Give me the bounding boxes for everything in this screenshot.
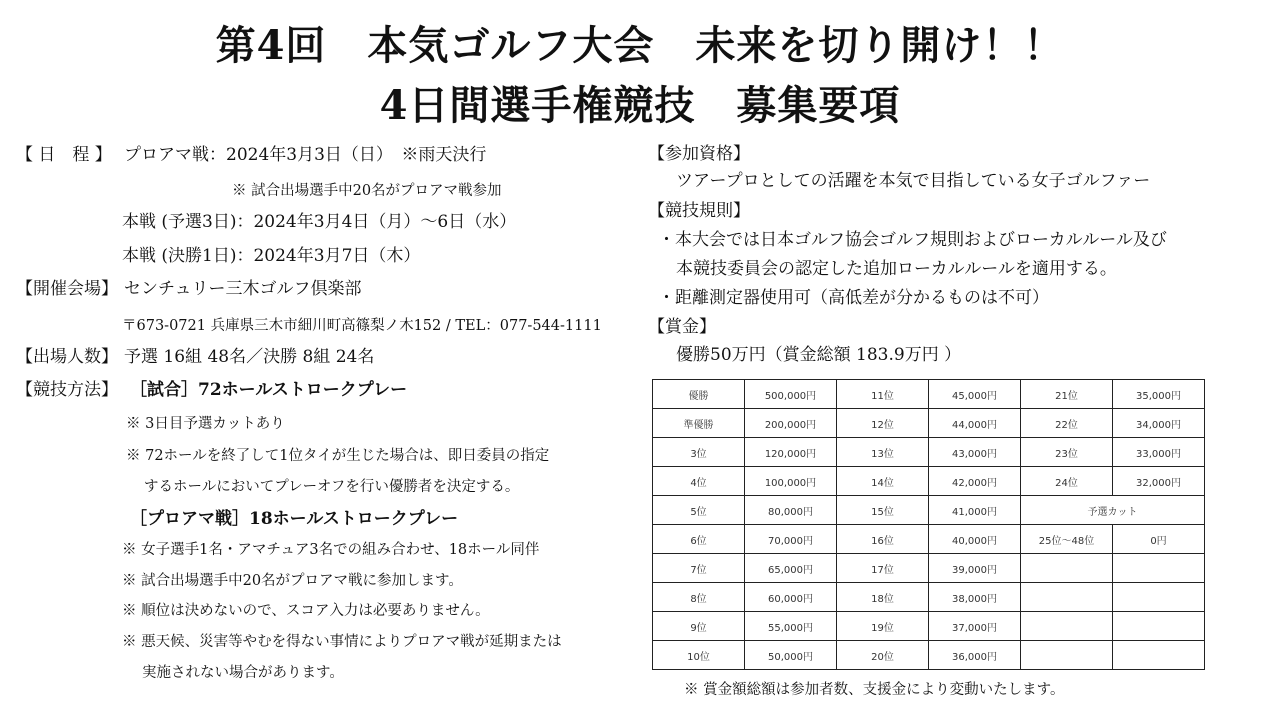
participants-value: 予選 16組 48名／決勝 8組 24名 [124,347,375,367]
table-cell: 3位 [653,438,745,467]
schedule-label: 【 日 程 】 [16,145,112,165]
match-note: ※ 72ホールを終了して1位タイが生じた場合は、即日委員の指定 [126,448,550,464]
table-cell [1021,554,1113,583]
table-cell: 20位 [837,641,929,670]
table-cell [1021,583,1113,612]
table-cell: 32,000円 [1113,467,1205,496]
table-cell: 34,000円 [1113,409,1205,438]
proam-note: ※ 順位は決めないので、スコア入力は必要ありません。 [122,603,490,619]
table-cell: 6位 [653,525,745,554]
venue-label: 【開催会場】 [16,279,118,299]
table-cell: 19位 [837,612,929,641]
table-cell: 55,000円 [745,612,837,641]
table-cell: 24位 [1021,467,1113,496]
table-cell: 12位 [837,409,929,438]
prize-summary: 優勝50万円（賞金総額 183.9万円 ） [676,345,962,365]
table-cell [1021,612,1113,641]
table-row [653,467,1205,496]
match-format-title: ［試合］72ホールストロークプレー [130,380,408,400]
table-cell: 7位 [653,554,745,583]
venue-name: センチュリー三木ゴルフ倶楽部 [124,279,362,299]
table-cell [1113,554,1205,583]
table-cell: 45,000円 [929,380,1021,409]
table-cell [1113,583,1205,612]
table-cell: 35,000円 [1113,380,1205,409]
prize-table [652,379,1205,670]
participants-label: 【出場人数】 [16,347,118,367]
table-row [653,496,1205,525]
match-note: するホールにおいてプレーオフを行い優勝者を決定する。 [144,479,520,495]
table-row [653,641,1205,670]
table-row [653,612,1205,641]
table-cell: 70,000円 [745,525,837,554]
table-row [653,554,1205,583]
table-row [653,380,1205,409]
table-cell: 41,000円 [929,496,1021,525]
table-cell: 優勝 [653,380,745,409]
table-cell: 準優勝 [653,409,745,438]
table-cell: 9位 [653,612,745,641]
table-cell: 15位 [837,496,929,525]
table-cell: 10位 [653,641,745,670]
venue-address: 〒673-0721 兵庫県三木市細川町高篠梨ノ木152 / TEL：077-544-1111 [122,318,602,334]
table-row [653,583,1205,612]
page-subtitle: 4日間選手権競技 募集要項 [379,82,901,129]
table-row [653,438,1205,467]
method-label: 【競技方法】 [16,380,118,400]
table-cell: 11位 [837,380,929,409]
rule-item: ・距離測定器使用可（高低差が分かるものは不可） [658,288,1049,308]
table-cell: 43,000円 [929,438,1021,467]
table-cell: 14位 [837,467,929,496]
rule-item: 本競技委員会の認定した追加ローカルルールを適用する。 [676,259,1117,279]
table-cell: 25位～48位 [1021,525,1113,554]
schedule-prelim: 本戦 (予選3日)：2024年3月4日（月）～6日（水） [122,212,517,232]
table-cell: 80,000円 [745,496,837,525]
table-cell: 22位 [1021,409,1113,438]
table-cell: 60,000円 [745,583,837,612]
eligibility-label: 【参加資格】 [648,144,750,164]
rules-label: 【競技規則】 [648,201,750,221]
page-title: 第4回 本気ゴルフ大会 未来を切り開け！！ [215,22,1065,69]
match-note: ※ 3日目予選カットあり [126,416,285,432]
table-row [653,525,1205,554]
table-cell: 23位 [1021,438,1113,467]
table-cell: 5位 [653,496,745,525]
proam-note: 実施されない場合があります。 [142,665,344,681]
table-cell: 17位 [837,554,929,583]
table-cell: 21位 [1021,380,1113,409]
table-cell: 4位 [653,467,745,496]
rule-item: ・本大会では日本ゴルフ協会ゴルフ規則およびローカルルール及び [658,230,1167,250]
table-cell-cut: 予選カット [1021,496,1205,525]
schedule-proam: プロアマ戦：2024年3月3日（日） ※雨天決行 [124,145,487,165]
table-cell [1113,641,1205,670]
table-cell: 44,000円 [929,409,1021,438]
table-cell: 37,000円 [929,612,1021,641]
table-cell: 33,000円 [1113,438,1205,467]
table-cell: 200,000円 [745,409,837,438]
table-cell: 8位 [653,583,745,612]
table-cell: 65,000円 [745,554,837,583]
table-cell: 39,000円 [929,554,1021,583]
table-cell: 36,000円 [929,641,1021,670]
table-row [653,409,1205,438]
table-cell: 500,000円 [745,380,837,409]
proam-note: ※ 悪天候、災害等やむを得ない事情によりプロアマ戦が延期または [122,634,562,650]
table-cell: 38,000円 [929,583,1021,612]
table-cell: 42,000円 [929,467,1021,496]
table-cell: 13位 [837,438,929,467]
table-cell: 120,000円 [745,438,837,467]
proam-note: ※ 女子選手1名・アマチュア3名での組み合わせ、18ホール同伴 [122,542,540,558]
schedule-proam-note: ※ 試合出場選手中20名がプロアマ戦参加 [232,183,502,199]
table-cell [1113,612,1205,641]
table-cell [1021,641,1113,670]
prize-note: ※ 賞金額総額は参加者数、支援金により変動いたします。 [684,682,1065,698]
table-cell: 0円 [1113,525,1205,554]
table-cell: 100,000円 [745,467,837,496]
table-cell: 16位 [837,525,929,554]
table-cell: 18位 [837,583,929,612]
eligibility-text: ツアープロとしての活躍を本気で目指している女子ゴルファー [676,171,1151,191]
proam-note: ※ 試合出場選手中20名がプロアマ戦に参加します。 [122,573,463,589]
proam-format-title: ［プロアマ戦］18ホールストロークプレー [130,509,459,529]
table-cell: 50,000円 [745,641,837,670]
schedule-final: 本戦 (決勝1日)：2024年3月7日（木） [122,246,421,266]
prize-label: 【賞金】 [648,317,716,337]
table-cell: 40,000円 [929,525,1021,554]
